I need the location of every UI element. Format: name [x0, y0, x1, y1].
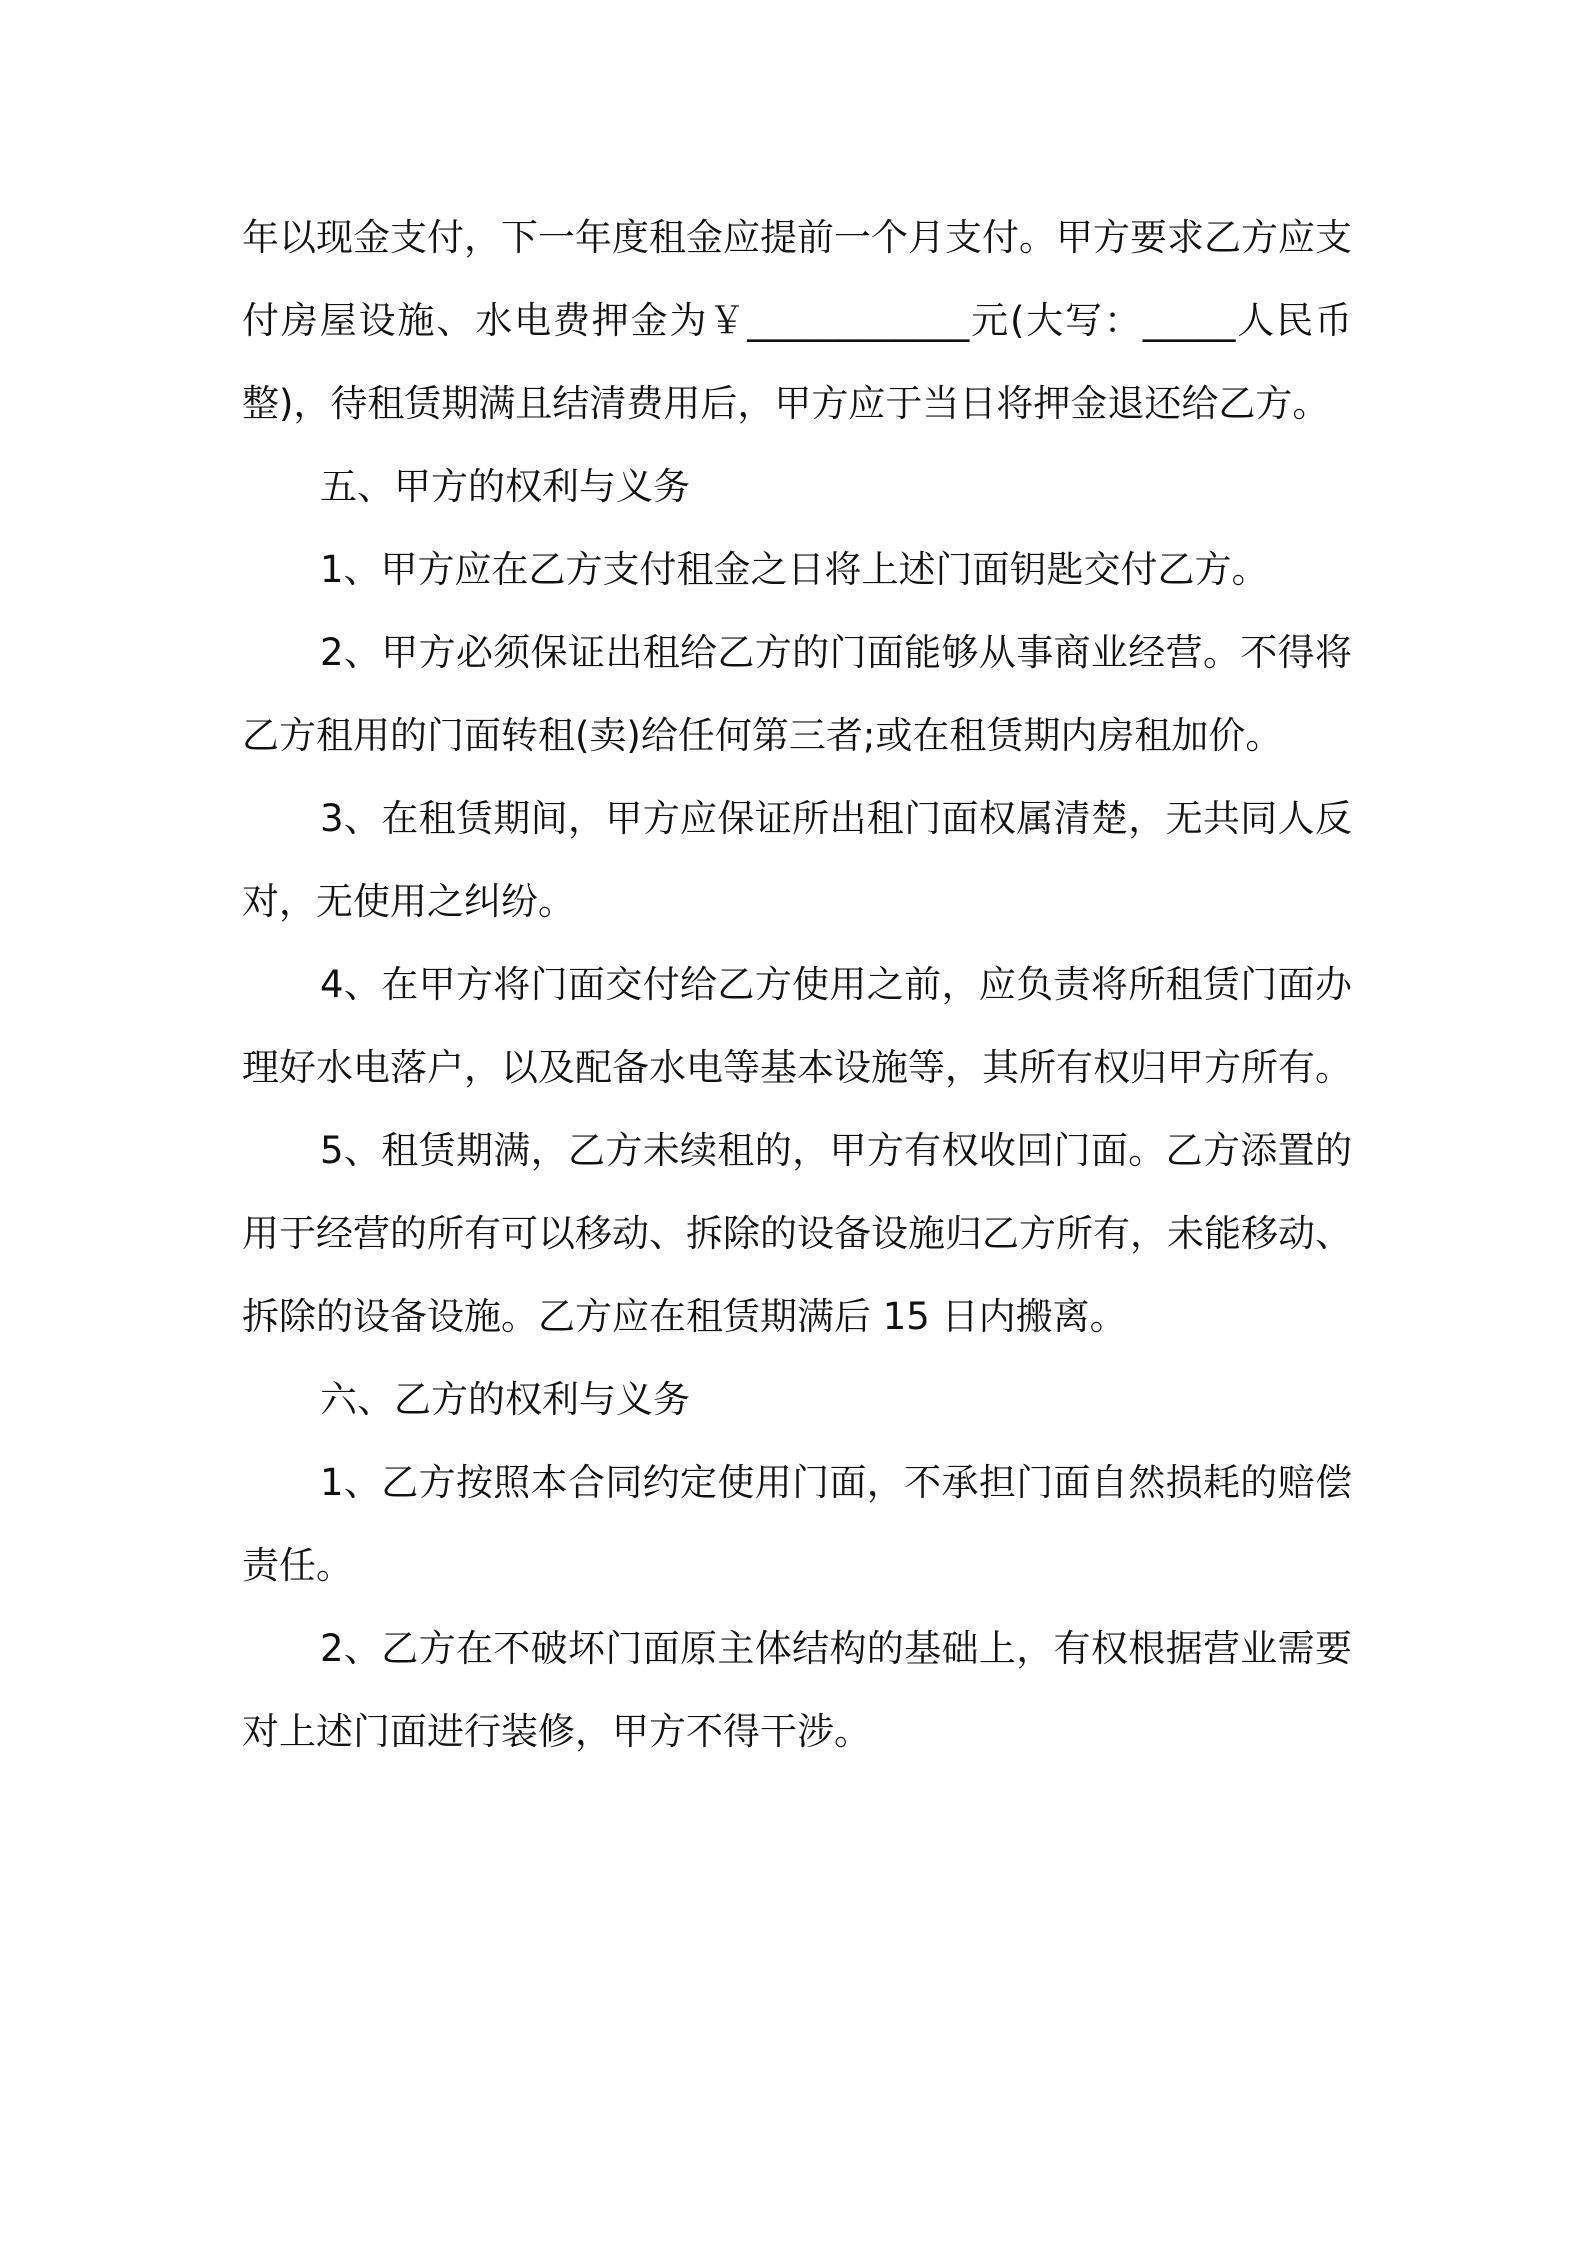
paragraph-party-a-item-3: 3、在租赁期间，甲方应保证所出租门面权属清楚，无共同人反对，无使用之纠纷。	[242, 797, 1352, 923]
paragraph-party-b-item-1: 1、乙方按照本合同约定使用门面，不承担门面自然损耗的赔偿责任。	[242, 1461, 1352, 1587]
paragraph-party-a-item-5: 5、租赁期满，乙方未续租的，甲方有权收回门面。乙方添置的用于经营的所有可以移动、拆除的设备设施归乙方所有，未能移动、拆除的设备设施。乙方应在租赁期满后 15 日内搬离。	[242, 1129, 1352, 1338]
paragraph-party-a-item-4: 4、在甲方将门面交付给乙方使用之前，应负责将所租赁门面办理好水电落户，以及配备水电等基本设施等，其所有权归甲方所有。	[242, 963, 1352, 1089]
paragraph-party-b-item-2: 2、乙方在不破坏门面原主体结构的基础上，有权根据营业需要对上述门面进行装修，甲方不得干涉。	[242, 1627, 1352, 1753]
document-body	[242, 196, 1352, 1773]
paragraph-deposit-clause: 年以现金支付，下一年度租金应提前一个月支付。甲方要求乙方应支付房屋设施、水电费押金为￥____________元(大写：_____人民币 整)，待租赁期满且结清费用后，甲方应于当日将押金退还给乙方。	[242, 216, 1352, 425]
section-heading-party-a: 五、甲方的权利与义务	[320, 465, 690, 508]
paragraph-party-a-item-1: 1、甲方应在乙方支付租金之日将上述门面钥匙交付乙方。	[320, 548, 1269, 591]
section-heading-party-b: 六、乙方的权利与义务	[320, 1378, 690, 1421]
paragraph-party-a-item-2: 2、甲方必须保证出租给乙方的门面能够从事商业经营。不得将乙方租用的门面转租(卖)给任何第三者;或在租赁期内房租加价。	[242, 631, 1352, 757]
